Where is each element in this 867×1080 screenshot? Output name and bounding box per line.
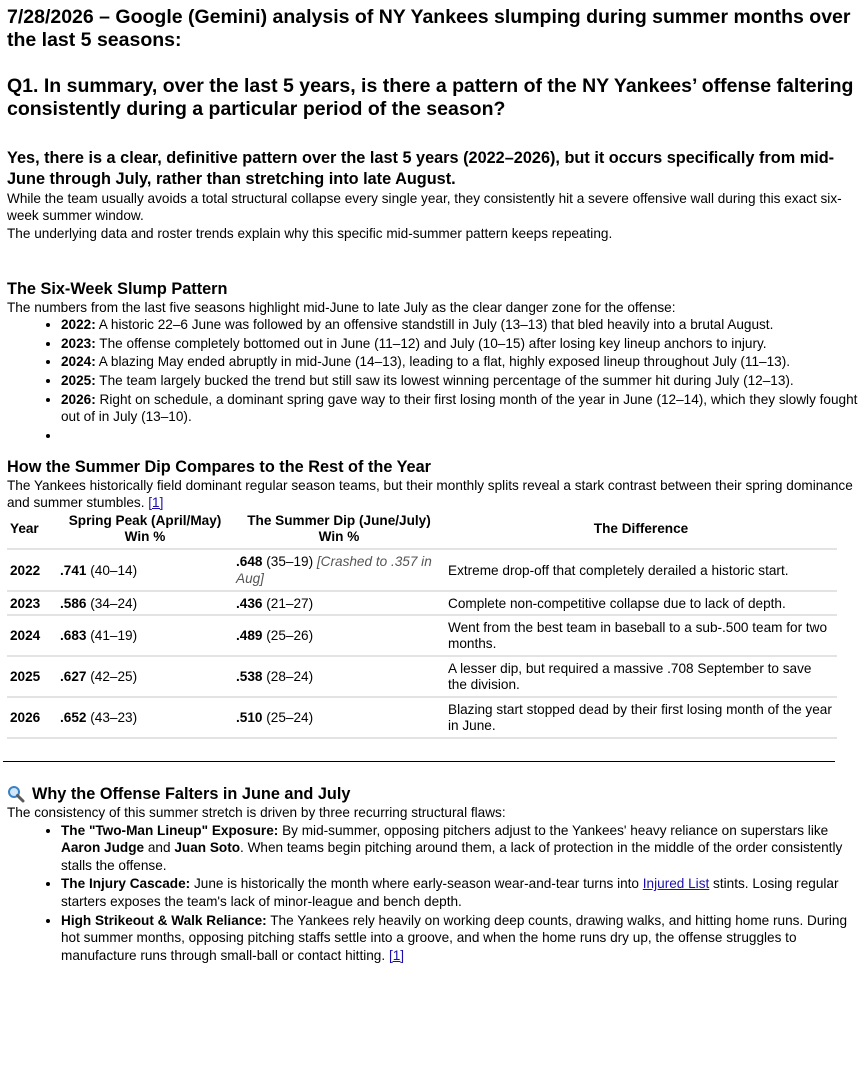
list-item — [61, 372, 859, 390]
list-item: • High Strikeout & Walk Reliance: The Yankees rely heavily on working deep counts, drawing walks, and hitting home runs. During hot summer months, opposing pitching staffs settle into a groove, and when the home runs dry up, the offense struggles to manufacture runs through small-ball or contact hitting. [1] — [61, 912, 859, 965]
question-heading: Q1. In summary, over the last 5 years, is there a pattern of the NY Yankees’ offense faltering consistently during a particular period of the season? — [7, 75, 854, 120]
list-item — [61, 391, 859, 426]
column-header-spring: Spring Peak (April/May) Win % — [57, 513, 233, 549]
list-item-text: Right on schedule, a dominant spring gave way to their first losing month of the year in June (12–14), which they slowly fought out of in July (13–10). — [61, 391, 858, 425]
magnifying-glass-icon — [7, 785, 25, 803]
document-title: 7/28/2026 – Google (Gemini) analysis of NY Yankees slumping during summer months over the last 5 seasons: — [7, 6, 851, 51]
compare-intro — [7, 477, 859, 512]
list-item-text: A historic 22–6 June was followed by an offensive standstill in July (13–13) that bled heavily into a brutal August. — [95, 317, 774, 333]
list-item: • The Injury Cascade: June is historically the month where early-season wear-and-tear turns into Injured List stints. Losing regular starters exposes the team's lack of minor-league and bench depth. — [61, 875, 859, 910]
empty-list-item — [61, 427, 859, 445]
list-item — [61, 353, 859, 371]
cell-spring: .586 (34–24) — [57, 591, 233, 615]
section-divider — [3, 761, 835, 762]
cell-difference: Went from the best team in baseball to a sub-.500 team for two months. — [445, 615, 837, 656]
cell-difference: Extreme drop-off that completely derailed a historic start. — [445, 549, 837, 591]
list-item-text: The offense completely bottomed out in June (11–12) and July (10–15) after losing key lineup anchors to injury. — [95, 335, 767, 351]
answer-paragraph-1: While the team usually avoids a total structural collapse every single year, they consistently hit a severe offensive wall during this exact six-week summer window. — [7, 191, 842, 224]
cell-spring: .741 (40–14) — [57, 549, 233, 591]
flaws-list — [7, 822, 859, 965]
cell-summer: .648 (35–19) [Crashed to .357 in Aug] — [233, 549, 445, 591]
list-item-year: 2024: — [61, 354, 96, 370]
comparison-table — [7, 513, 837, 739]
list-item — [61, 335, 859, 353]
list-item-text: A blazing May ended abruptly in mid-June (14–13), leading to a flat, highly exposed lineup throughout July (11–13). — [95, 354, 791, 370]
slump-intro: The numbers from the last five seasons highlight mid-June to late July as the clear danger zone for the offense: — [7, 299, 676, 315]
table-row — [7, 615, 837, 656]
table-header-row — [7, 513, 837, 549]
cell-year: 2022 — [7, 549, 57, 591]
column-header-summer: The Summer Dip (June/July) Win % — [233, 513, 445, 549]
cell-spring: .683 (41–19) — [57, 615, 233, 656]
why-heading — [7, 784, 859, 804]
cell-year: 2025 — [7, 656, 57, 697]
cell-summer: .510 (25–24) — [233, 697, 445, 738]
cell-summer: .436 (21–27) — [233, 591, 445, 615]
list-item-year: 2022: — [61, 317, 96, 333]
citation-link[interactable]: [1] — [148, 495, 164, 511]
table-row — [7, 656, 837, 697]
table-row — [7, 697, 837, 738]
list-item: • The "Two-Man Lineup" Exposure: By mid-summer, opposing pitchers adjust to the Yankees' heavy reliance on superstars like Aaron Judge and Juan Soto. When teams begin pitching around them, a lack of protection in the middle of the order consistently stalls the offense. — [61, 822, 859, 875]
slump-heading: The Six-Week Slump Pattern — [7, 279, 228, 298]
why-heading-text: Why the Offense Falters in June and July — [32, 785, 351, 804]
list-item-year: 2026: — [61, 391, 96, 407]
list-item-year: 2023: — [61, 335, 96, 351]
injured-list-link[interactable]: Injured List — [642, 876, 710, 892]
compare-heading: How the Summer Dip Compares to the Rest of the Year — [7, 457, 432, 476]
citation-link[interactable]: [1] — [388, 947, 405, 963]
cell-summer: .538 (28–24) — [233, 656, 445, 697]
list-item — [61, 316, 859, 334]
cell-difference: A lesser dip, but required a massive .708 September to save the division. — [445, 656, 837, 697]
cell-difference: Blazing start stopped dead by their first losing month of the year in June. — [445, 697, 837, 738]
table-row — [7, 591, 837, 615]
answer-lead: Yes, there is a clear, definitive pattern over the last 5 years (2022–2026), but it occurs specifically from mid-June through July, rather than stretching into late August. — [7, 149, 835, 188]
answer-paragraph-2: The underlying data and roster trends explain why this specific mid-summer pattern keeps repeating. — [7, 225, 613, 241]
list-item-text: The team largely bucked the trend but still saw its lowest winning percentage of the summer hit during July (12–13). — [95, 372, 794, 388]
column-header-difference: The Difference — [445, 513, 837, 549]
table-row — [7, 549, 837, 591]
list-item-year: 2025: — [61, 372, 96, 388]
cell-difference: Complete non-competitive collapse due to lack of depth. — [445, 591, 837, 615]
slump-list — [7, 316, 859, 445]
cell-year: 2026 — [7, 697, 57, 738]
cell-year: 2024 — [7, 615, 57, 656]
cell-summer-note: [Crashed to .357 in Aug] — [236, 554, 432, 586]
cell-summer: .489 (25–26) — [233, 615, 445, 656]
column-header-year: Year — [7, 513, 57, 549]
why-intro: The consistency of this summer stretch is driven by three recurring structural flaws: — [7, 805, 506, 821]
cell-year: 2023 — [7, 591, 57, 615]
cell-spring: .652 (43–23) — [57, 697, 233, 738]
cell-spring: .627 (42–25) — [57, 656, 233, 697]
compare-intro-text: The Yankees historically field dominant regular season teams, but their monthly splits reveal a stark contrast between their spring dominance and summer stumbles. — [7, 477, 853, 511]
